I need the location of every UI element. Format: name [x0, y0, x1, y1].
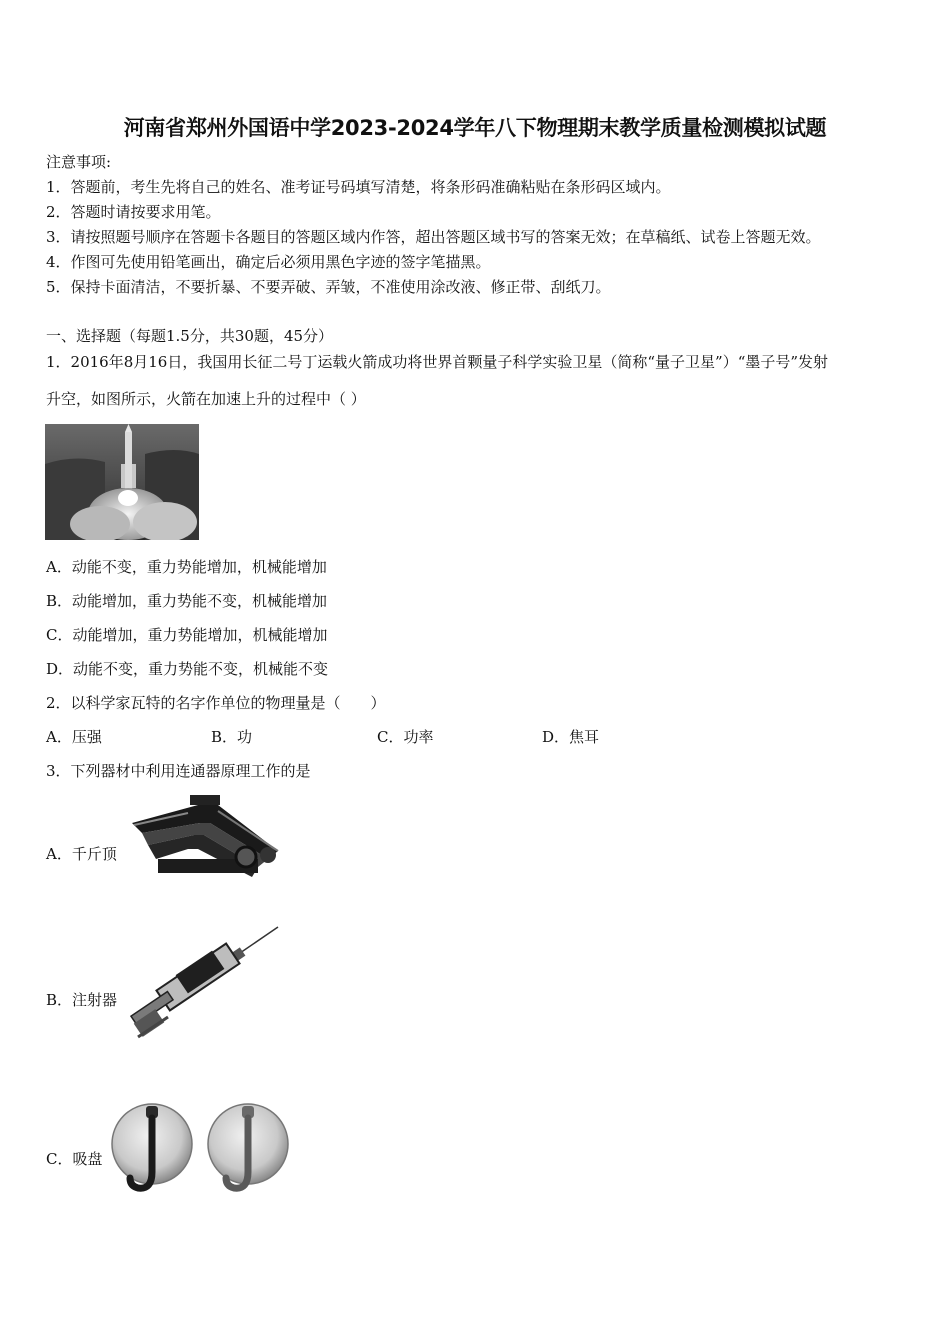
page-title: 河南省郑州外国语中学2023-2024学年八下物理期末教学质量检测模拟试题	[123, 116, 827, 140]
notice-item: 5．保持卡面清洁，不要折暴、不要弄破、弄皱，不准使用涂改液、修正带、刮纸刀。	[46, 278, 611, 296]
question-3-stem: 3．下列器材中利用连通器原理工作的是	[46, 762, 311, 780]
syringe-image	[128, 925, 280, 1047]
question-2-option-d: D．焦耳	[542, 728, 600, 746]
question-3-option-a: A．千斤顶	[46, 845, 117, 863]
question-1-option-c: C．动能增加，重力势能增加，机械能增加	[46, 626, 328, 644]
notice-item: 1．答题前，考生先将自己的姓名、准考证号码填写清楚，将条形码准确粘贴在条形码区域内。	[46, 178, 671, 196]
suction-cup-image	[108, 1094, 290, 1200]
notice-item: 2．答题时请按要求用笔。	[46, 203, 221, 221]
notice-item: 3．请按照题号顺序在答题卡各题目的答题区域内作答，超出答题区域书写的答案无效；在草稿纸、试卷上答题无效。	[46, 228, 821, 246]
question-2-option-c: C．功率	[377, 728, 434, 746]
section-heading: 一、选择题（每题1.5分，共30题，45分）	[46, 327, 334, 345]
question-1-option-d: D．动能不变，重力势能不变，机械能不变	[46, 660, 329, 678]
question-3-option-c: C．吸盘	[46, 1150, 103, 1168]
question-1-stem: 1．2016年8月16日，我国用长征二号丁运载火箭成功将世界首颗量子科学实验卫星（简称“量子卫星”）“墨子号”发射	[46, 353, 829, 371]
question-1-option-b: B．动能增加，重力势能不变，机械能增加	[46, 592, 328, 610]
question-2-option-a: A．压强	[46, 728, 102, 746]
car-jack-image	[128, 793, 290, 885]
question-1-stem-cont: 升空，如图所示，火箭在加速上升的过程中（ ）	[46, 390, 366, 408]
question-2-option-b: B．功	[211, 728, 253, 746]
notice-heading: 注意事项:	[46, 153, 112, 171]
question-2-stem: 2．以科学家瓦特的名字作单位的物理量是（ ）	[46, 694, 386, 712]
rocket-launch-image	[45, 424, 199, 540]
notice-item: 4．作图可先使用铅笔画出，确定后必须用黑色字迹的签字笔描黑。	[46, 253, 491, 271]
question-3-option-b: B．注射器	[46, 991, 118, 1009]
question-1-option-a: A．动能不变，重力势能增加，机械能增加	[46, 558, 327, 576]
